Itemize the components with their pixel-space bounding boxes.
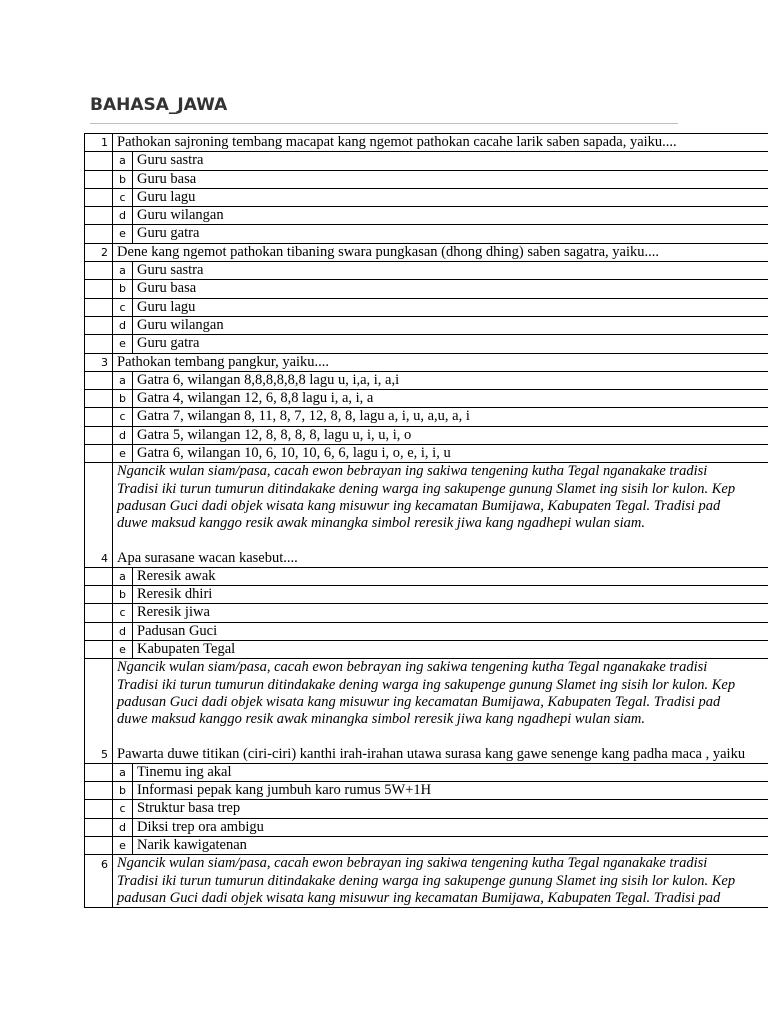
question-stem: Dene kang ngemot pathokan tibaning swara pungkasan (dhong dhing) saben sagatra, yaiku....: [113, 243, 768, 261]
option-letter: d: [113, 207, 133, 225]
question-row: [85, 855, 768, 908]
option-row: [85, 207, 768, 225]
question-number: 4: [85, 463, 113, 567]
option-row: [85, 586, 768, 604]
passage-line: duwe maksud kanggo resik awak minangka simbol reresik jiwa kang ngadhepi wulan siam.: [117, 711, 645, 728]
option-text: Informasi pepak kang jumbuh karo rumus 5W+1H: [133, 782, 768, 800]
option-letter: b: [113, 586, 133, 604]
option-row: [85, 800, 768, 818]
option-row: [85, 262, 768, 280]
passage-line: Tradisi iki turun tumurun ditindakake dening warga ing sakupenge gunung Slamet ing sisih lor kulon. Kep: [117, 480, 736, 497]
option-letter: c: [113, 408, 133, 426]
option-text: Reresik dhiri: [133, 586, 768, 604]
option-text: Gatra 6, wilangan 8,8,8,8,8,8 lagu u, i,a, i, a,i: [133, 371, 768, 389]
option-letter: e: [113, 225, 133, 243]
option-letter: a: [113, 763, 133, 781]
option-row: [85, 335, 768, 353]
option-letter: e: [113, 836, 133, 854]
option-letter: c: [113, 298, 133, 316]
question-number: 3: [85, 353, 113, 371]
option-row: [85, 763, 768, 781]
question-stem: Pawarta duwe titikan (ciri-ciri) kanthi irah-irahan utawa surasa kang gawe senenge kang padha maca , yaiku: [117, 745, 746, 762]
option-row: [85, 280, 768, 298]
passage-line: Ngancik wulan siam/pasa, cacah ewon bebrayan ing sakiwa tengening kutha Tegal nganakake tradisi: [117, 659, 708, 676]
question-row: [85, 243, 768, 261]
option-row: [85, 152, 768, 170]
option-text: Guru basa: [133, 170, 768, 188]
option-text: Guru basa: [133, 280, 768, 298]
option-text: Gatra 7, wilangan 8, 11, 8, 7, 12, 8, 8, lagu a, i, u, a,u, a, i: [133, 408, 768, 426]
page-title: BAHASA_JAWA: [90, 95, 228, 115]
option-letter: a: [113, 567, 133, 585]
option-row: [85, 836, 768, 854]
question-stem: Pathokan tembang pangkur, yaiku....: [113, 353, 768, 371]
option-letter: d: [113, 818, 133, 836]
passage-line: duwe maksud kanggo resik awak minangka simbol reresik jiwa kang ngadhepi wulan siam.: [117, 515, 645, 532]
option-letter: d: [113, 622, 133, 640]
title-divider: [90, 123, 678, 124]
passage-line: Tradisi iki turun tumurun ditindakake dening warga ing sakupenge gunung Slamet ing sisih lor kulon. Kep: [117, 676, 736, 693]
option-row: [85, 567, 768, 585]
option-text: Padusan Guci: [133, 622, 768, 640]
option-row: [85, 818, 768, 836]
option-row: [85, 408, 768, 426]
option-row: [85, 622, 768, 640]
option-letter: c: [113, 604, 133, 622]
option-text: Guru sastra: [133, 262, 768, 280]
option-row: [85, 390, 768, 408]
question-row: [85, 353, 768, 371]
option-letter: b: [113, 280, 133, 298]
question-number: 2: [85, 243, 113, 261]
option-row: [85, 782, 768, 800]
option-row: [85, 225, 768, 243]
option-row: [85, 641, 768, 659]
option-letter: b: [113, 782, 133, 800]
passage-line: Tradisi iki turun tumurun ditindakake dening warga ing sakupenge gunung Slamet ing sisih lor kulon. Kep: [117, 872, 736, 889]
option-text: Diksi trep ora ambigu: [133, 818, 768, 836]
option-letter: d: [113, 316, 133, 334]
option-text: Narik kawigatenan: [133, 836, 768, 854]
option-text: Guru sastra: [133, 152, 768, 170]
option-text: Guru gatra: [133, 335, 768, 353]
option-letter: e: [113, 335, 133, 353]
question-stem: Apa surasane wacan kasebut....: [117, 549, 298, 566]
question-row: [85, 463, 768, 567]
option-letter: b: [113, 170, 133, 188]
option-text: Reresik awak: [133, 567, 768, 585]
question-row: [85, 659, 768, 763]
option-text: Struktur basa trep: [133, 800, 768, 818]
question-number: 6: [85, 855, 113, 908]
reading-passage: [113, 855, 768, 908]
option-row: [85, 371, 768, 389]
option-text: Guru wilangan: [133, 207, 768, 225]
option-text: Gatra 5, wilangan 12, 8, 8, 8, 8, lagu u, i, u, i, o: [133, 426, 768, 444]
question-number: 5: [85, 659, 113, 763]
passage-line: padusan Guci dadi objek wisata kang misuwur ing kecamatan Bumijawa, Kabupaten Tegal. Tradisi pad: [117, 693, 721, 710]
option-text: Kabupaten Tegal: [133, 641, 768, 659]
option-letter: a: [113, 152, 133, 170]
option-letter: e: [113, 641, 133, 659]
option-letter: c: [113, 188, 133, 206]
reading-passage: [113, 463, 768, 567]
option-row: [85, 188, 768, 206]
option-text: Gatra 6, wilangan 10, 6, 10, 10, 6, 6, lagu i, o, e, i, i, u: [133, 445, 768, 463]
option-text: Reresik jiwa: [133, 604, 768, 622]
question-row: [85, 134, 768, 152]
passage-line: Ngancik wulan siam/pasa, cacah ewon bebrayan ing sakiwa tengening kutha Tegal nganakake tradisi: [117, 463, 708, 480]
option-letter: d: [113, 426, 133, 444]
passage-line: Ngancik wulan siam/pasa, cacah ewon bebrayan ing sakiwa tengening kutha Tegal nganakake tradisi: [117, 855, 708, 872]
option-letter: b: [113, 390, 133, 408]
question-table: [84, 133, 768, 908]
reading-passage: [113, 659, 768, 763]
passage-line: padusan Guci dadi objek wisata kang misuwur ing kecamatan Bumijawa, Kabupaten Tegal. Tradisi pad: [117, 497, 721, 514]
option-text: Guru wilangan: [133, 316, 768, 334]
option-row: [85, 445, 768, 463]
option-row: [85, 316, 768, 334]
option-text: Guru gatra: [133, 225, 768, 243]
option-text: Guru lagu: [133, 298, 768, 316]
question-stem: Pathokan sajroning tembang macapat kang ngemot pathokan cacahe larik saben sapada, yaiku....: [113, 134, 768, 152]
option-row: [85, 170, 768, 188]
option-text: Guru lagu: [133, 188, 768, 206]
question-number: 1: [85, 134, 113, 152]
option-row: [85, 426, 768, 444]
option-text: Tinemu ing akal: [133, 763, 768, 781]
option-row: [85, 604, 768, 622]
option-row: [85, 298, 768, 316]
option-letter: a: [113, 262, 133, 280]
option-letter: c: [113, 800, 133, 818]
option-letter: a: [113, 371, 133, 389]
option-text: Gatra 4, wilangan 12, 6, 8,8 lagu i, a, i, a: [133, 390, 768, 408]
passage-line: padusan Guci dadi objek wisata kang misuwur ing kecamatan Bumijawa, Kabupaten Tegal. Tradisi pad: [117, 889, 721, 906]
option-letter: e: [113, 445, 133, 463]
